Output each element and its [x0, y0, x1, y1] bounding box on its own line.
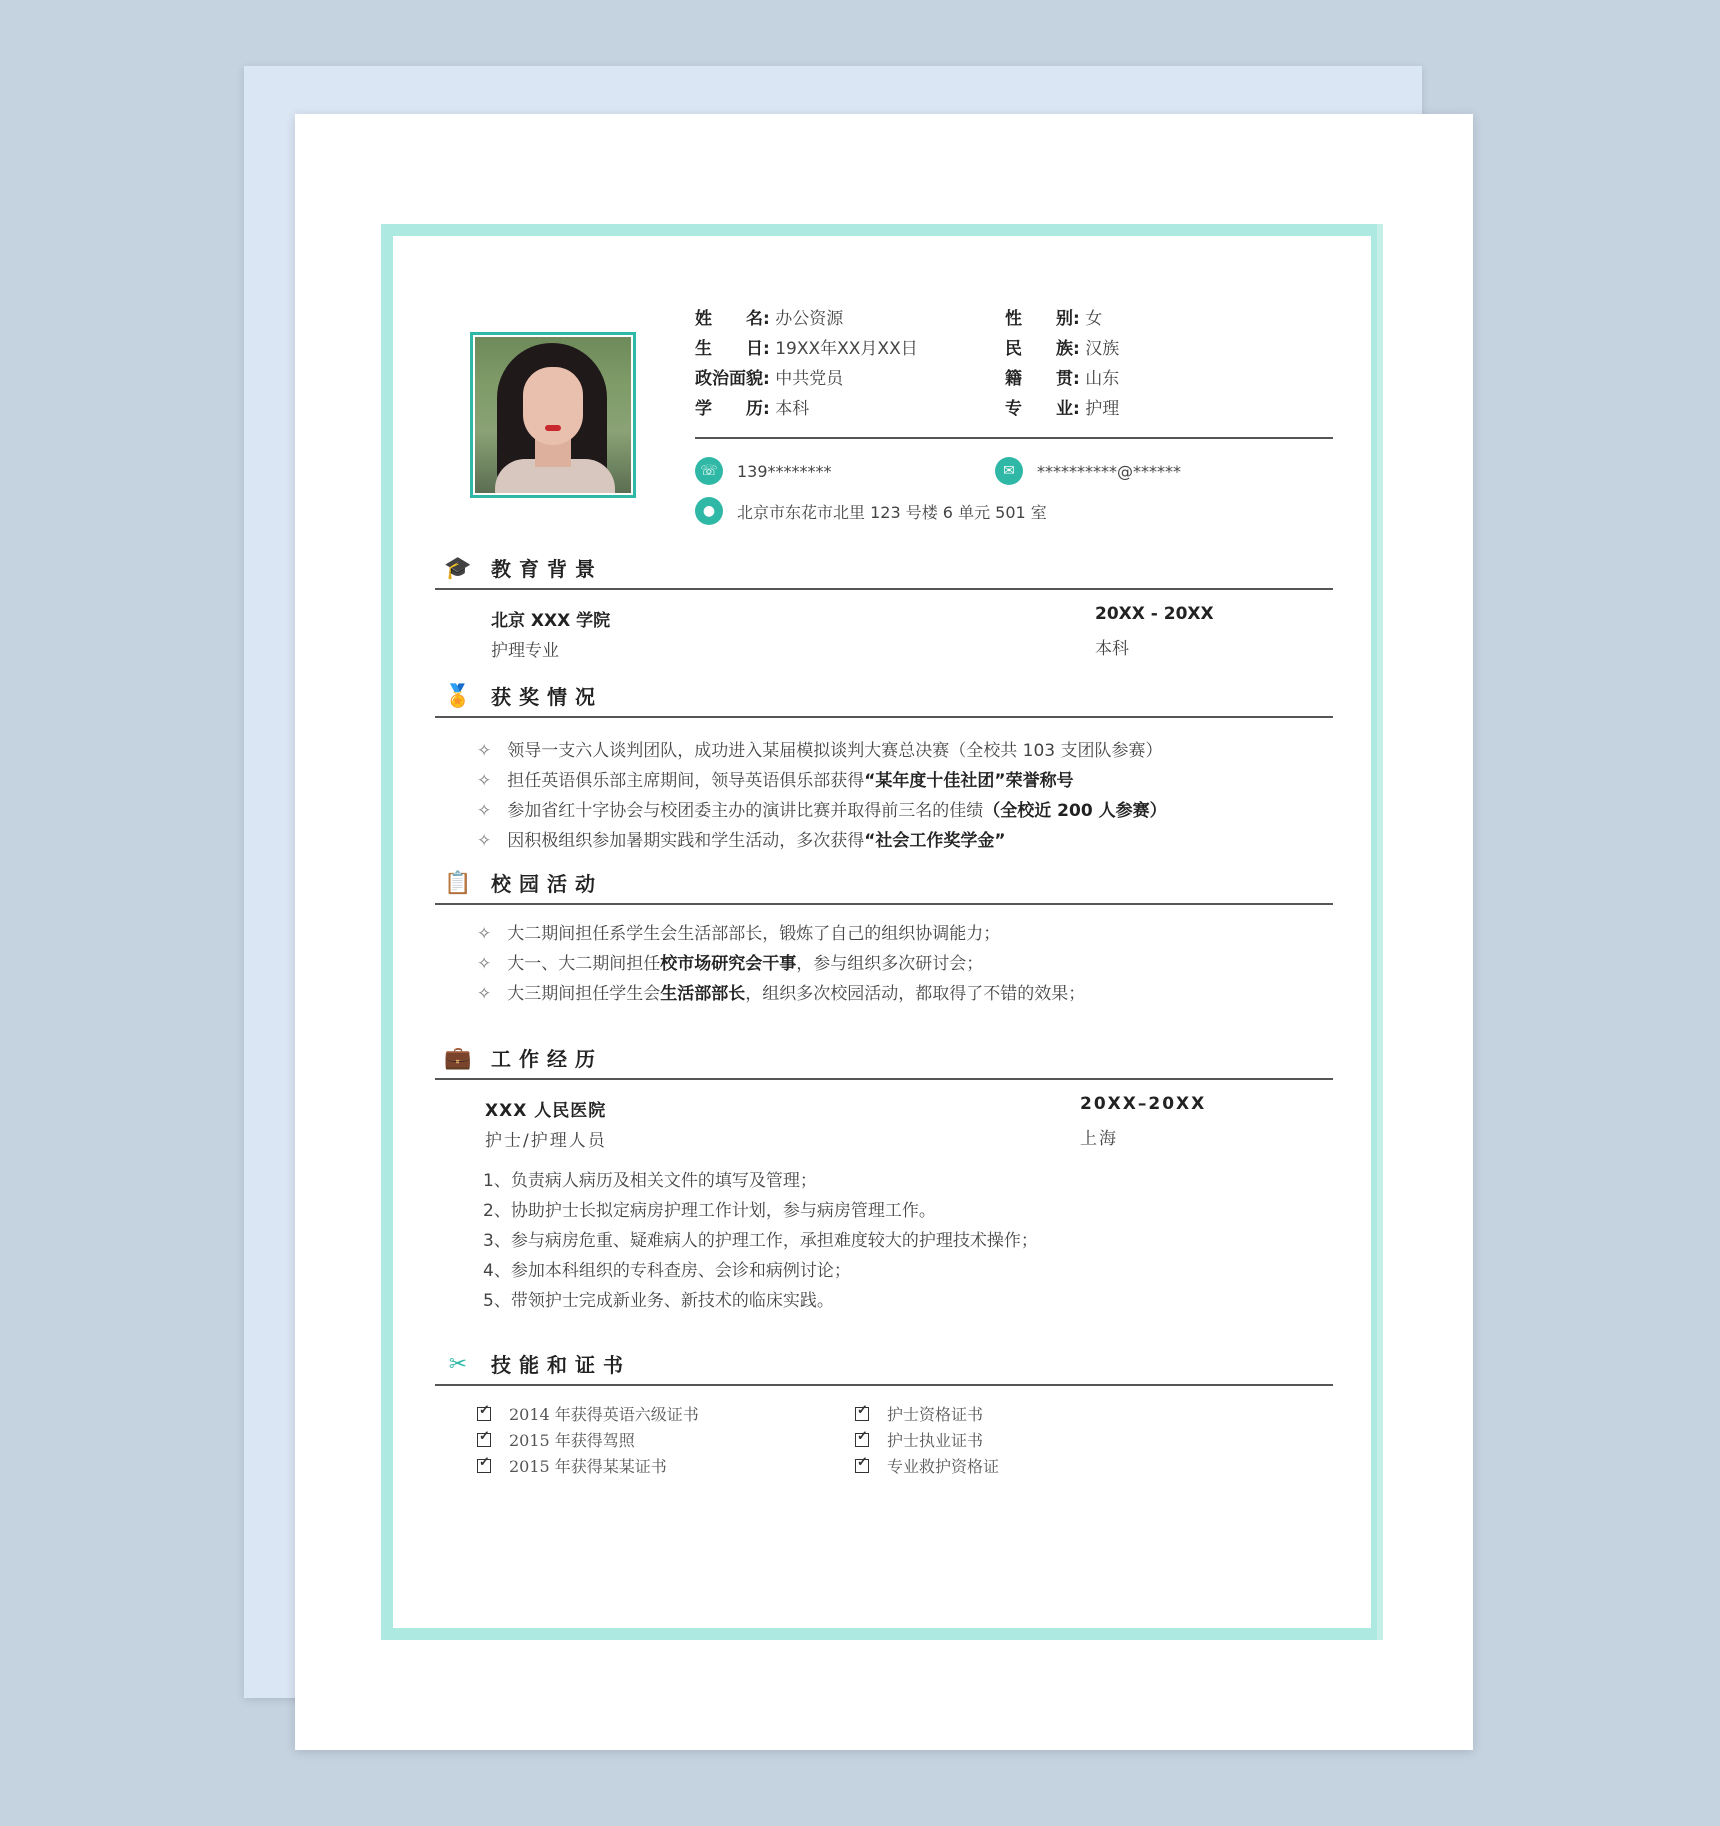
- phone-contact: [695, 457, 832, 485]
- section-divider: [435, 716, 1333, 718]
- gender-field: 性 别: 女: [1005, 309, 1103, 329]
- skill-item: ✓护士执业证书: [855, 1428, 983, 1451]
- birth-field: 生 日: 19XX年XX月XX日: [695, 339, 918, 359]
- profile-photo: [470, 332, 636, 498]
- mail-icon: ✉: [995, 457, 1023, 485]
- name-field: 姓 名: 办公资源: [695, 309, 844, 329]
- skill-item: ✓护士资格证书: [855, 1402, 983, 1425]
- email-contact: [995, 457, 1181, 485]
- skills-section: [435, 1352, 1333, 1482]
- skill-item: ✓2014 年获得英语六级证书: [477, 1402, 699, 1425]
- address-contact: [695, 497, 1047, 525]
- resume-page: [295, 114, 1473, 1750]
- skill-item: ✓2015 年获得某某证书: [477, 1454, 667, 1477]
- awards-section: [435, 684, 1333, 851]
- politics-field: 政治面貌: 中共党员: [695, 369, 844, 389]
- education-degree: 本科: [1095, 639, 1129, 659]
- checkbox-icon: [477, 1407, 491, 1421]
- clipboard-icon: 📋: [444, 871, 472, 896]
- email-text: **********@******: [1037, 461, 1181, 481]
- tools-icon: ✂: [448, 1352, 468, 1377]
- checkbox-icon: [855, 1459, 869, 1473]
- campus-item: ✧ 大三期间担任学生会生活部部长，组织多次校园活动，都取得了不错的效果；: [477, 984, 1086, 1004]
- graduation-cap-icon: 🎓: [444, 556, 472, 581]
- work-period: 20XX–20XX: [1080, 1094, 1207, 1114]
- campus-item: ✧ 大一、大二期间担任校市场研究会干事，参与组织多次研讨会；: [477, 954, 984, 974]
- medal-icon: 🏅: [444, 684, 472, 709]
- work-org: XXX 人民医院: [485, 1101, 607, 1121]
- section-title: 技能和证书: [491, 1353, 631, 1377]
- checkbox-icon: [855, 1407, 869, 1421]
- work-duty: 1、负责病人病历及相关文件的填写及管理；: [483, 1171, 817, 1191]
- work-duty: 4、参加本科组织的专科查房、会诊和病例讨论；: [483, 1261, 851, 1281]
- degree-field: 学 历: 本科: [695, 399, 810, 419]
- section-divider: [435, 1384, 1333, 1386]
- section-title: 教育背景: [491, 557, 603, 581]
- work-location: 上海: [1080, 1129, 1118, 1149]
- award-item: ✧ 参加省红十字协会与校团委主办的演讲比赛并取得前三名的佳绩（全校近 200 人参赛）: [477, 801, 1167, 821]
- school-name: 北京 XXX 学院: [491, 611, 611, 631]
- school-major: 护理专业: [491, 641, 559, 661]
- checkbox-icon: [477, 1433, 491, 1447]
- section-divider: [435, 903, 1333, 905]
- work-duty: 3、参与病房危重、疑难病人的护理工作，承担难度较大的护理技术操作；: [483, 1231, 1038, 1251]
- skill-item: ✓专业救护资格证: [855, 1454, 999, 1477]
- address-text: 北京市东花市北里 123 号楼 6 单元 501 室: [737, 502, 1047, 522]
- personal-info: [695, 309, 1335, 522]
- campus-section: [435, 871, 1333, 1011]
- checkbox-icon: [477, 1459, 491, 1473]
- education-section: [435, 556, 1333, 676]
- campus-item: ✧ 大二期间担任系学生会生活部部长，锻炼了自己的组织协调能力；: [477, 924, 1001, 944]
- phone-text: 139********: [737, 461, 832, 481]
- major-field: 专 业: 护理: [1005, 399, 1120, 419]
- section-title: 获奖情况: [491, 685, 603, 709]
- work-duty: 2、协助护士长拟定病房护理工作计划，参与病房管理工作。: [483, 1201, 936, 1221]
- location-icon: ●: [695, 497, 723, 525]
- award-item: ✧ 领导一支六人谈判团队，成功进入某届模拟谈判大赛总决赛（全校共 103 支团队参赛）: [477, 741, 1163, 761]
- briefcase-icon: 💼: [444, 1046, 472, 1071]
- award-item: ✧ 担任英语俱乐部主席期间，领导英语俱乐部获得“某年度十佳社团”荣誉称号: [477, 771, 1074, 791]
- award-item: ✧ 因积极组织参加暑期实践和学生活动，多次获得“社会工作奖学金”: [477, 831, 1006, 851]
- work-duty: 5、带领护士完成新业务、新技术的临床实践。: [483, 1291, 834, 1311]
- checkbox-icon: [855, 1433, 869, 1447]
- section-title: 校园活动: [491, 872, 603, 896]
- education-period: 20XX - 20XX: [1095, 604, 1214, 624]
- ethnicity-field: 民 族: 汉族: [1005, 339, 1120, 359]
- section-divider: [435, 1078, 1333, 1080]
- phone-icon: ☏: [695, 457, 723, 485]
- section-title: 工作经历: [491, 1047, 603, 1071]
- skill-item: ✓2015 年获得驾照: [477, 1428, 635, 1451]
- section-divider: [435, 588, 1333, 590]
- work-role: 护士/护理人员: [485, 1131, 607, 1151]
- origin-field: 籍 贯: 山东: [1005, 369, 1120, 389]
